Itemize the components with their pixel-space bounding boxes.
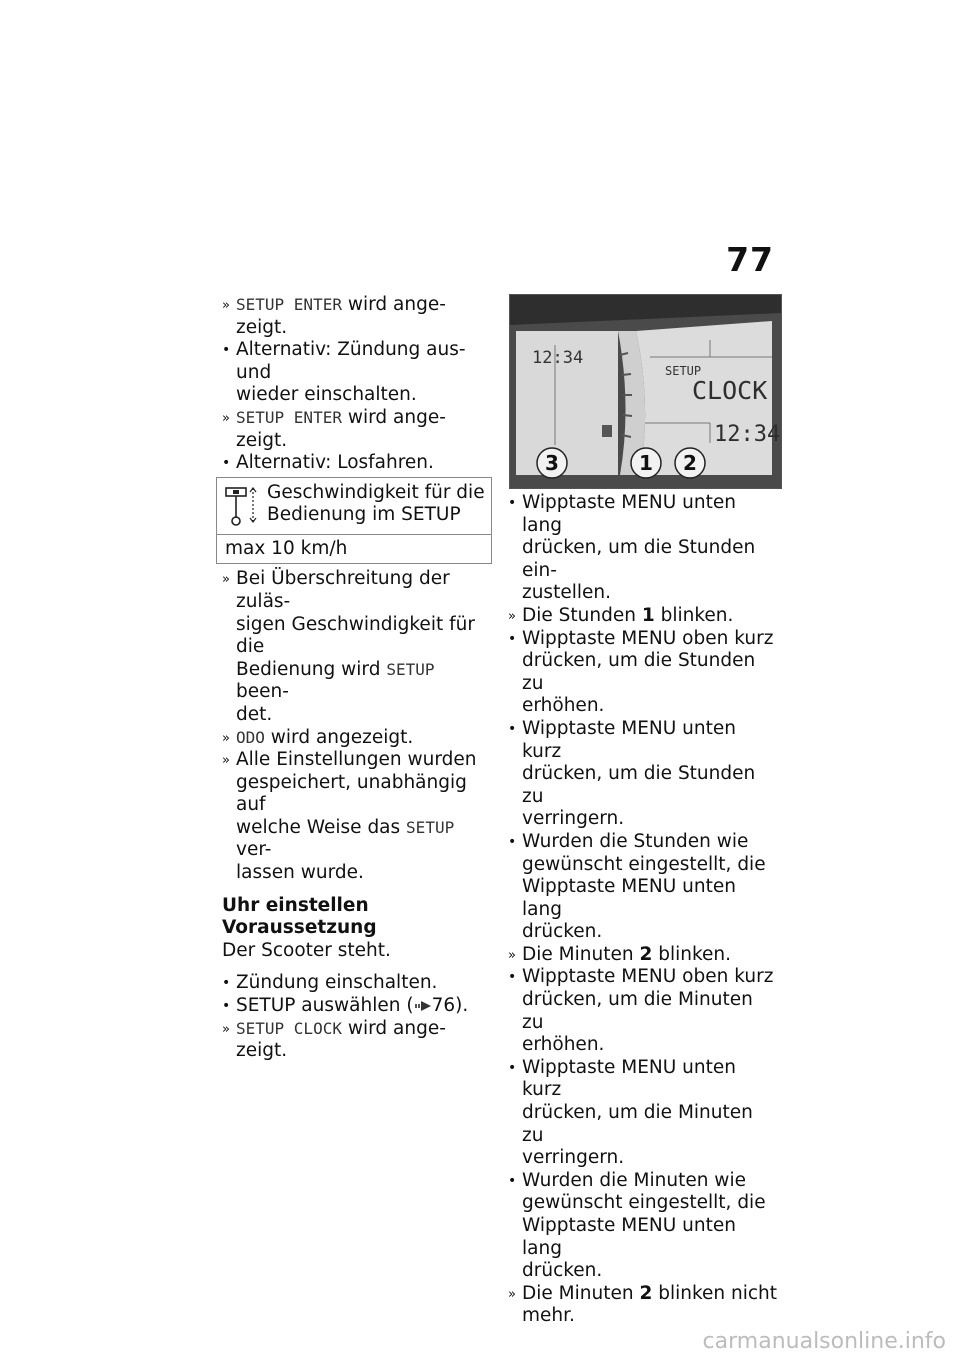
item-text: gewünscht eingestellt, die bbox=[522, 1192, 766, 1214]
bullet-marker: • bbox=[222, 998, 231, 1015]
item-text: ver- bbox=[236, 839, 272, 861]
item-text: wieder einschalten. bbox=[236, 384, 417, 406]
item-text: mehr. bbox=[522, 1305, 575, 1327]
result-item bbox=[222, 727, 492, 750]
bullet-marker: • bbox=[222, 975, 231, 992]
bullet-item bbox=[222, 339, 492, 407]
item-text: sigen Geschwindigkeit für die bbox=[236, 613, 475, 658]
item-text: det. bbox=[236, 703, 273, 725]
result-item bbox=[222, 294, 492, 339]
callout-number: 1 bbox=[641, 604, 655, 626]
item-text: SETUP auswählen ( bbox=[236, 995, 414, 1017]
item-text: drücken, um die Stunden zu bbox=[522, 763, 756, 807]
bullet-marker: • bbox=[508, 720, 517, 737]
result-item bbox=[508, 1283, 780, 1328]
result-item bbox=[508, 944, 780, 967]
lcd-setup-label: SETUP bbox=[665, 364, 702, 378]
prerequisite-text: Der Scooter steht. bbox=[222, 939, 391, 961]
result-marker: » bbox=[222, 753, 230, 769]
item-text: drücken, um die Minuten zu bbox=[522, 1102, 753, 1146]
bullet-marker: • bbox=[508, 495, 517, 511]
item-text: Zündung einschalten. bbox=[236, 972, 438, 994]
result-marker: » bbox=[508, 947, 516, 963]
result-marker: » bbox=[222, 730, 230, 746]
result-item bbox=[508, 605, 780, 628]
bullet-marker: • bbox=[508, 630, 517, 647]
result-marker: » bbox=[222, 1021, 230, 1037]
spec-label: Geschwindigkeit für die bbox=[267, 481, 485, 503]
result-item bbox=[222, 568, 492, 726]
item-text: zustellen. bbox=[522, 582, 611, 604]
callout-number: 2 bbox=[639, 943, 653, 965]
prerequisite-heading: Voraussetzung bbox=[222, 917, 377, 939]
item-text: blinken. bbox=[652, 943, 731, 965]
bullet-marker: • bbox=[508, 1059, 517, 1076]
item-text: Alternativ: Zündung aus- und bbox=[236, 339, 466, 383]
item-text: welche Weise das bbox=[236, 816, 407, 838]
bullet-marker: • bbox=[222, 455, 231, 472]
lcd-time-right: 12:34 bbox=[714, 422, 781, 447]
callout-1: 1 bbox=[639, 451, 653, 475]
item-text: Wipptaste MENU unten kurz bbox=[522, 717, 736, 762]
result-marker: » bbox=[508, 1286, 516, 1302]
item-text: wird ange- bbox=[341, 1017, 446, 1039]
page-number: 77 bbox=[726, 240, 774, 279]
item-text: Bedienung wird bbox=[236, 658, 387, 680]
item-text: Bei Überschreitung der zuläs- bbox=[236, 568, 450, 612]
item-text: erhöhen. bbox=[522, 1034, 605, 1056]
display-code: SETUP ENTER bbox=[236, 295, 342, 314]
item-text: blinken. bbox=[654, 604, 734, 626]
lcd-time-left: 12:34 bbox=[532, 348, 584, 368]
item-text: Wipptaste MENU unten lang bbox=[522, 1215, 736, 1259]
item-text: blinken nicht bbox=[652, 1282, 778, 1304]
item-text: wird angezeigt. bbox=[264, 726, 414, 748]
page-reference-arrow-icon bbox=[414, 1000, 432, 1012]
item-text: Die Minuten bbox=[522, 943, 640, 965]
section-heading: Uhr einstellen bbox=[222, 894, 369, 916]
lcd-clock-label: CLOCK bbox=[692, 376, 768, 405]
item-text: zeigt. bbox=[236, 1040, 288, 1062]
spec-value: max 10 km/h bbox=[225, 537, 348, 559]
item-text: Die Stunden bbox=[522, 604, 642, 626]
item-text: zeigt. bbox=[236, 316, 288, 338]
item-text: gewünscht eingestellt, die bbox=[522, 853, 766, 875]
item-text: gespeichert, unabhängig auf bbox=[236, 771, 467, 816]
speed-spec-table bbox=[216, 477, 492, 565]
bullet-item bbox=[508, 718, 780, 831]
item-text: Wurden die Stunden wie bbox=[522, 830, 749, 852]
item-text: drücken. bbox=[522, 1260, 603, 1282]
bullet-item bbox=[222, 972, 492, 995]
result-marker: » bbox=[222, 298, 230, 313]
item-text: been- bbox=[236, 681, 289, 703]
item-text: Alle Einstellungen wurden bbox=[236, 749, 477, 771]
bullet-item bbox=[222, 995, 492, 1018]
instrument-cluster-photo bbox=[509, 294, 782, 489]
bullet-item bbox=[508, 831, 780, 944]
spec-label: Bedienung im SETUP bbox=[267, 504, 461, 526]
result-item bbox=[222, 1018, 492, 1063]
bullet-item bbox=[508, 1170, 780, 1283]
item-text: verringern. bbox=[522, 808, 625, 830]
result-marker: » bbox=[508, 608, 516, 624]
item-text: lassen wurde. bbox=[236, 862, 364, 884]
bullet-item bbox=[508, 628, 780, 718]
item-text: Wipptaste MENU oben kurz bbox=[522, 627, 774, 649]
item-text: zeigt. bbox=[236, 429, 288, 451]
item-text: verringern. bbox=[522, 1147, 625, 1169]
page-reference-link[interactable]: 76 bbox=[431, 995, 456, 1017]
bullet-marker: • bbox=[508, 969, 517, 986]
callout-2: 2 bbox=[683, 451, 697, 475]
item-text: Wipptaste MENU unten lang bbox=[522, 492, 736, 536]
item-text: drücken, um die Stunden zu bbox=[522, 650, 756, 694]
bullet-marker: • bbox=[222, 342, 231, 359]
bullet-item bbox=[222, 452, 492, 475]
bullet-marker: • bbox=[508, 1172, 517, 1189]
callout-3: 3 bbox=[545, 451, 559, 475]
result-item bbox=[222, 749, 492, 885]
bullet-item bbox=[508, 1057, 780, 1170]
item-text: wird ange- bbox=[341, 294, 446, 315]
item-text: drücken, um die Stunden ein- bbox=[522, 537, 756, 581]
display-code: SETUP CLOCK bbox=[236, 1018, 342, 1038]
left-column bbox=[222, 294, 492, 1063]
result-marker: » bbox=[222, 410, 230, 426]
item-text: erhöhen. bbox=[522, 695, 605, 717]
speedometer-gauge-icon bbox=[223, 482, 263, 528]
display-code: SETUP bbox=[406, 817, 455, 837]
item-text: drücken, um die Minuten zu bbox=[522, 989, 753, 1033]
item-text: Wipptaste MENU oben kurz bbox=[522, 966, 774, 988]
bullet-item bbox=[508, 966, 780, 1056]
bullet-item bbox=[508, 492, 780, 605]
item-text: Die Minuten bbox=[522, 1282, 640, 1304]
result-item bbox=[222, 407, 492, 452]
callout-number: 2 bbox=[639, 1282, 653, 1304]
item-text: Wurden die Minuten wie bbox=[522, 1169, 746, 1191]
display-code: SETUP ENTER bbox=[236, 407, 342, 427]
item-text: wird ange- bbox=[341, 406, 446, 428]
item-text: ). bbox=[455, 995, 469, 1017]
result-marker: » bbox=[222, 572, 230, 588]
item-text: Alternativ: Losfahren. bbox=[236, 452, 434, 474]
display-code: SETUP bbox=[386, 659, 435, 679]
item-text: Wipptaste MENU unten kurz bbox=[522, 1056, 736, 1101]
watermark: carmanualsonline.info bbox=[702, 1329, 946, 1354]
item-text: drücken. bbox=[522, 921, 603, 943]
display-code: ODO bbox=[236, 727, 265, 747]
right-column bbox=[508, 492, 780, 1328]
item-text: Wipptaste MENU unten lang bbox=[522, 876, 736, 920]
bullet-marker: • bbox=[508, 833, 517, 850]
